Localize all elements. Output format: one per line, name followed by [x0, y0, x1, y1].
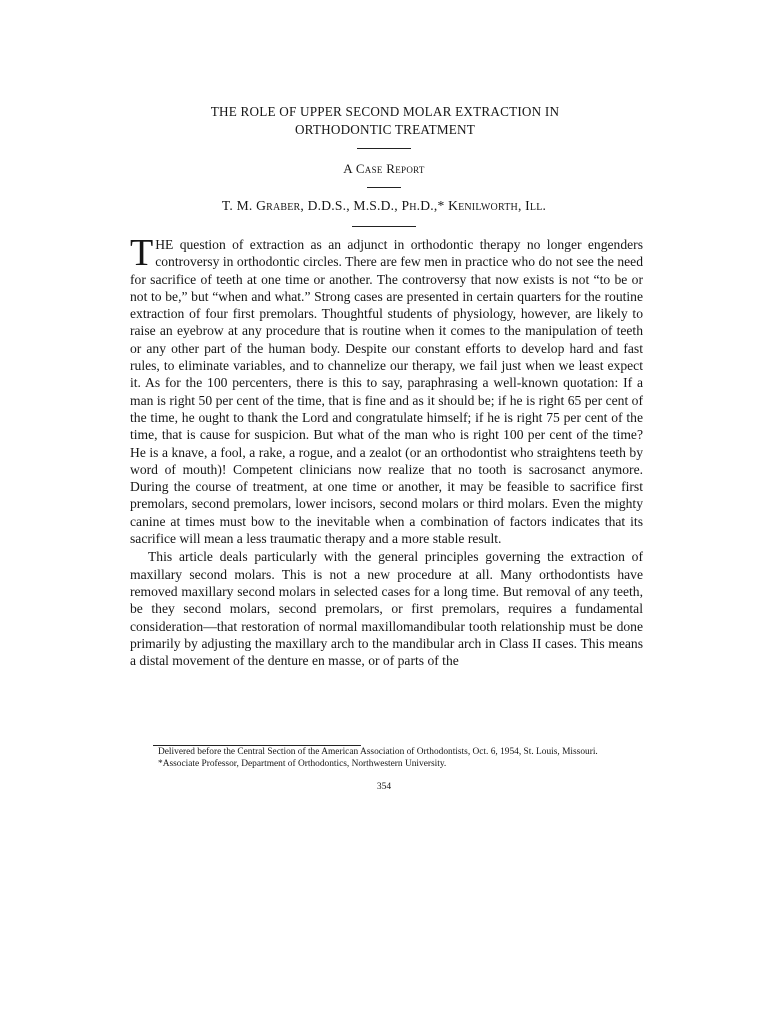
author-name: T. M. Graber, D.D.S., M.S.D., Ph.D.,* — [221, 198, 445, 213]
title-line-2: ORTHODONTIC TREATMENT — [294, 122, 476, 137]
body-paragraph-1 — [130, 232, 643, 547]
article-body — [130, 232, 643, 669]
subtitle-divider — [367, 187, 401, 188]
article-title — [130, 103, 640, 139]
body-paragraph-2: This article deals particularly with the general principles governing the extraction of maxillary second molars. This is not a new procedure at all. Many orthodontists have removed maxillary second molars in selected cases for a long time. But removal of any teeth, be they second molars, second premolars, or first premolars, requires a fundamental consideration—that restoration of normal maxillomandibular tooth relationship must be done primarily by adjusting the maxillary arch to the mandibular arch in Class II cases. This means a distal movement of the denture en masse, or of parts of the — [130, 549, 643, 669]
paragraph-1-text: HE question of extraction as an adjunct in orthodontic therapy no longer engenders controversy in orthodontic circles. There are few men in practice who do not see the need for sacrifice of teeth at one time or another. The controversy that now exists is not “to be or not to be,” but “when and what.” Strong cases are presented in certain quarters for the routine extraction of four first premolars. Thoughtful students of physiology, however, are likely to raise an eyebrow at any procedure that is routine when it comes to the manipulation of teeth or any other part of the human body. Despite our constant efforts to develop hard and fast rules, to eliminate variables, and to channelize our therapy, we fail just when we least expect it. As for the 100 percenters, there is this to say, paraphrasing a well-known quotation: If a man is right 50 per cent of the time, that is fine and as it should be; if he is right 65 per cent of the time, he ought to thank the Lord and congratulate himself; if he is right 75 per cent of the time, that is cause for suspicion. But what of the man who is right 100 per cent of the time? He is a knave, a fool, a rake, a rogue, and a zealot (or an orthodontist who straightens teeth by word of mouth)! Competent clinicians now realize that no tooth is sacrosanct anymore. During the course of treatment, at one time or another, it may be feasible to sacrifice first premolars, second premolars, lower incisors, second molars or third molars. Even the mighty canine at times must bow to the inevitable when a combination of factors indicates that its sacrifice will mean a less traumatic therapy and a more stable result. — [130, 237, 643, 547]
title-line-1: THE ROLE OF UPPER SECOND MOLAR EXTRACTION IN — [210, 104, 560, 119]
footnote-affiliation: *Associate Professor, Department of Orthodontics, Northwestern University. — [158, 758, 447, 769]
author-line — [0, 198, 768, 214]
page-number: 354 — [376, 782, 392, 792]
footnotes — [130, 747, 643, 770]
footnote-divider — [153, 745, 361, 746]
author-divider — [352, 226, 416, 227]
title-divider — [357, 148, 411, 149]
article-subtitle: A Case Report — [343, 161, 425, 176]
footnote-delivered: Delivered before the Central Section of the American Association of Orthodontists, Oct. 6, 1954, St. Louis, Missouri. — [158, 747, 598, 757]
drop-cap: T — [130, 232, 154, 274]
author-location: Kenilworth, Ill. — [448, 198, 547, 213]
